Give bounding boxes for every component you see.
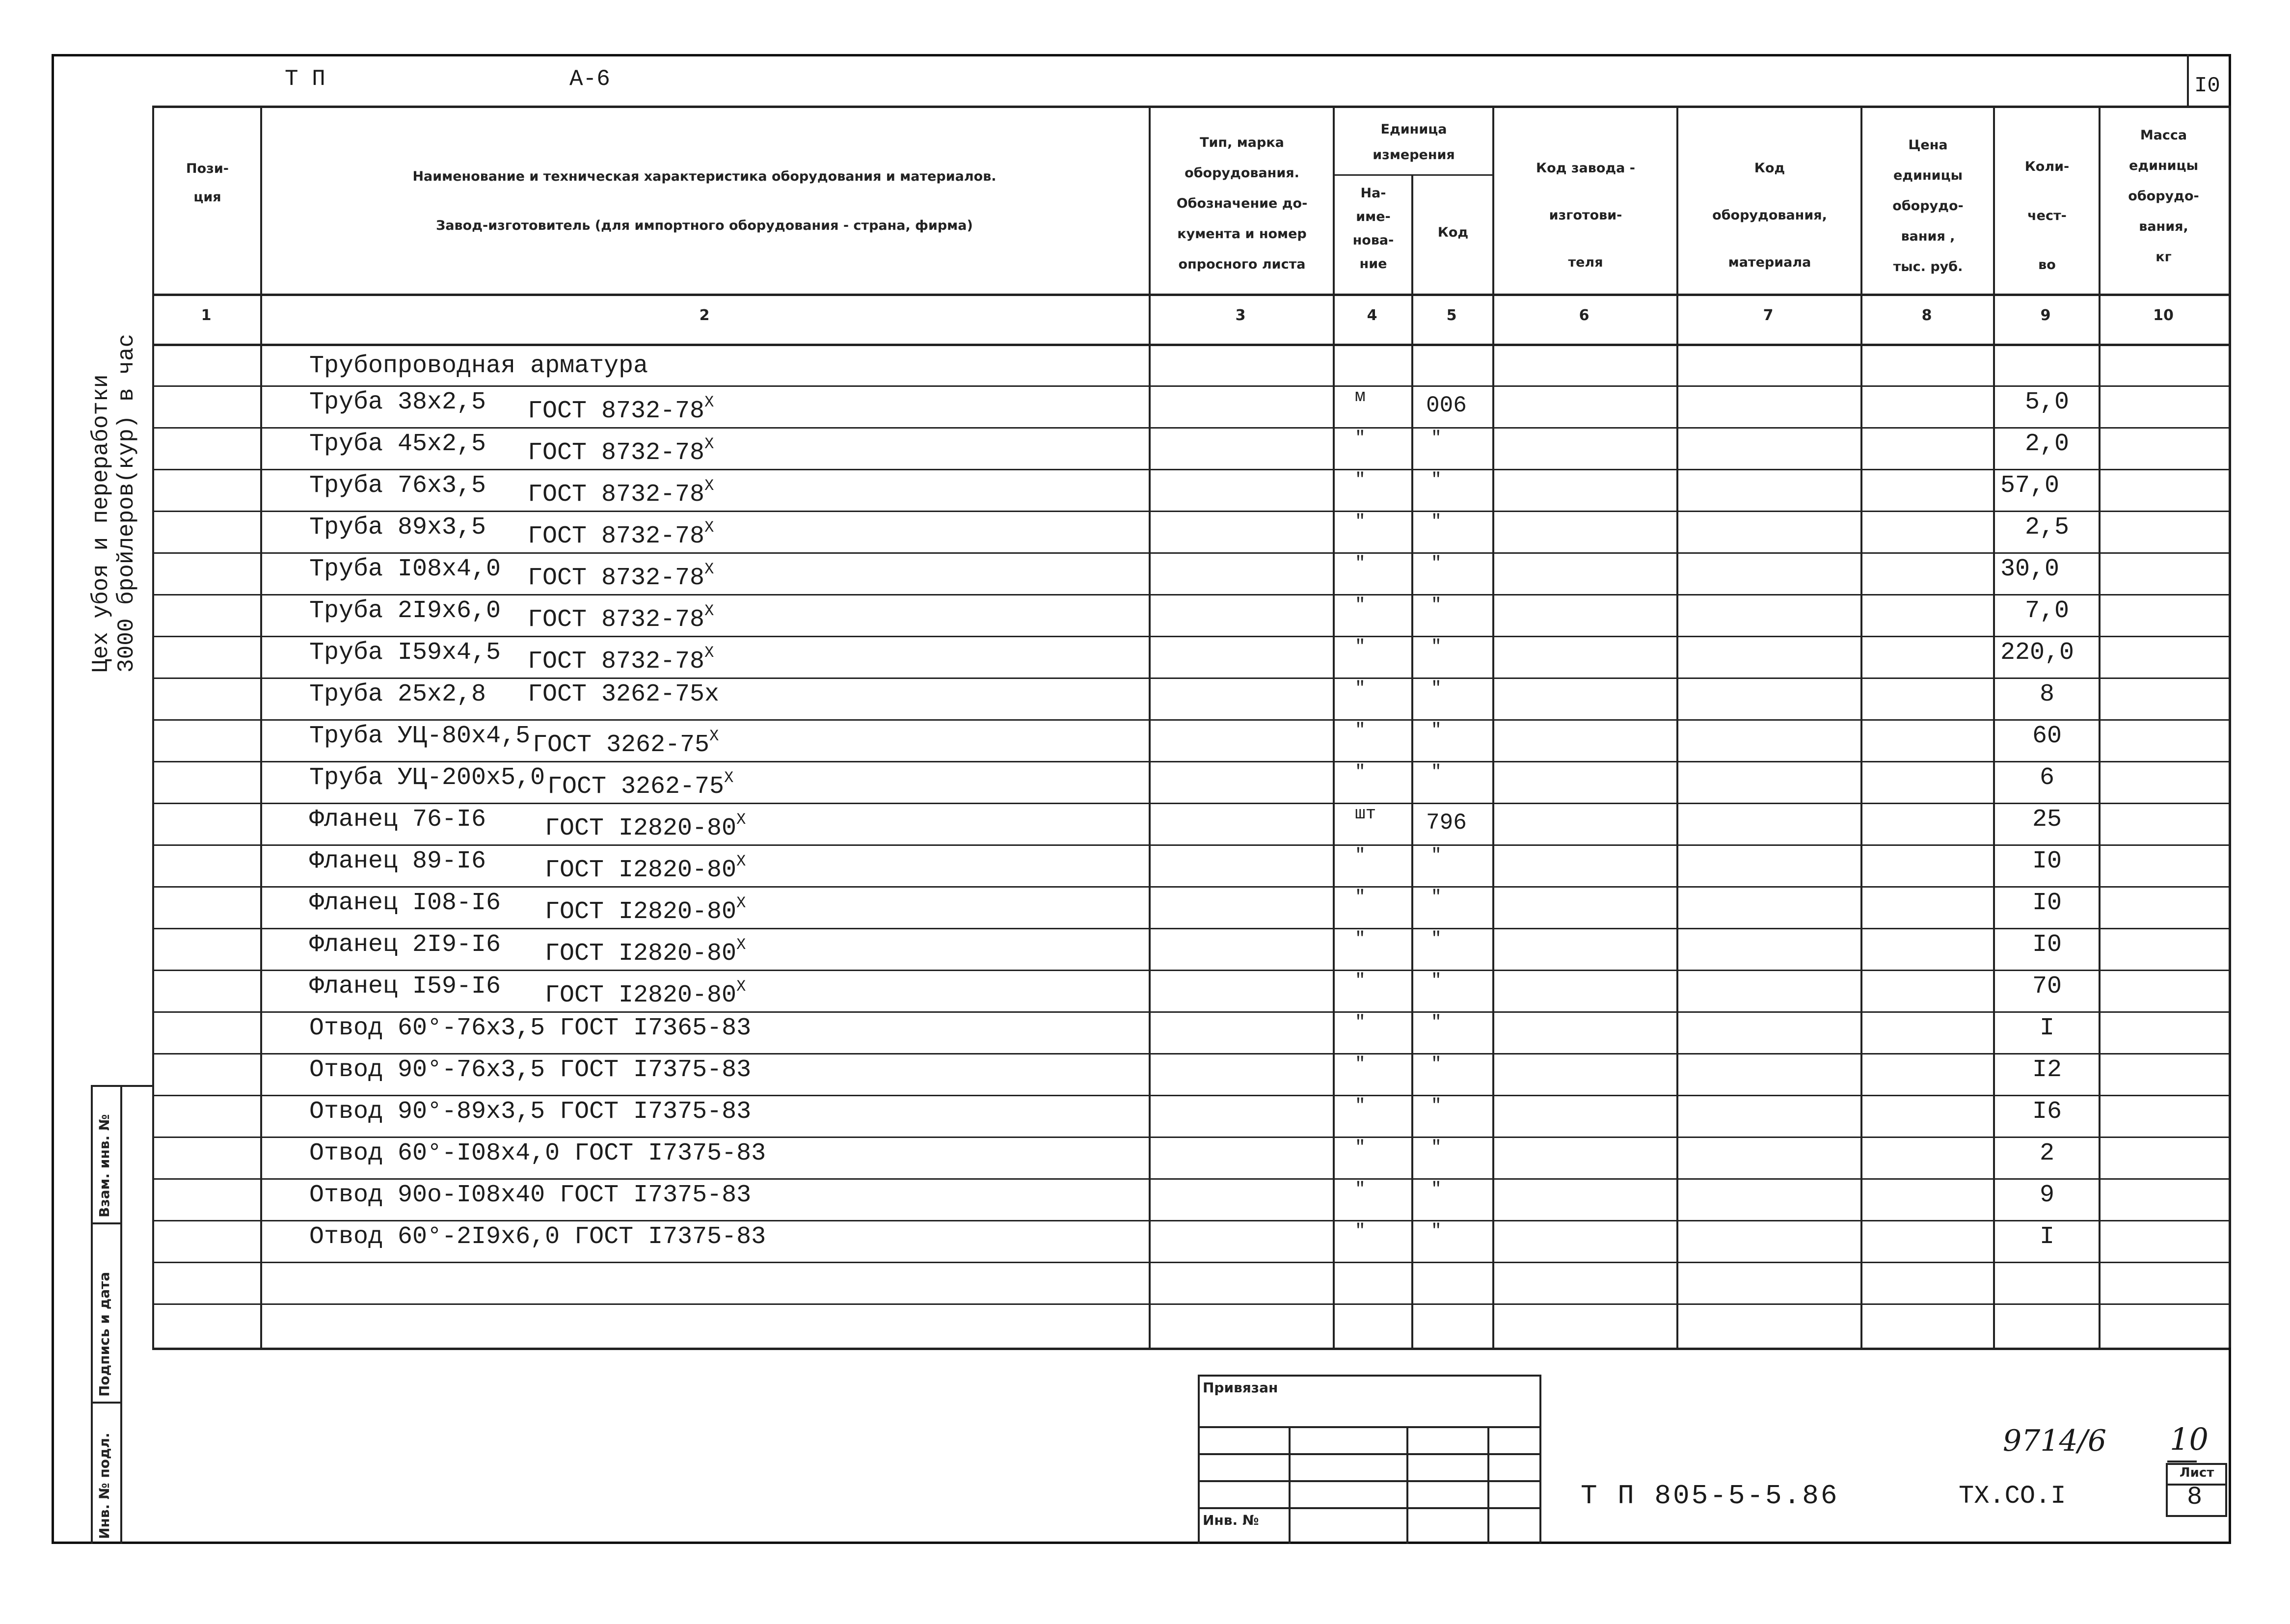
side-title: [88, 334, 139, 673]
side-stamp-top: [91, 1085, 152, 1087]
row-code: ": [1431, 470, 1442, 490]
item-name: Отвод 90о-I08x40 ГОСТ I7375-83: [309, 1181, 752, 1209]
stamp-privyazan: Привязан: [1203, 1380, 1278, 1396]
row-quantity: 2,5: [2024, 514, 2069, 541]
grid-line-h: [152, 1262, 2229, 1263]
sheet-number: 8: [2187, 1483, 2203, 1512]
row-unit: ": [1355, 678, 1366, 699]
row-item-name: [309, 799, 746, 842]
gost-superscript: X: [736, 936, 746, 954]
row-quantity: 8: [2039, 680, 2054, 708]
side-title-line1: Цех убоя и переработки: [88, 374, 114, 673]
row-item-name: [309, 465, 714, 509]
row-quantity: I0: [2032, 847, 2062, 875]
column-number: 4: [1367, 307, 1377, 324]
item-name: Труба 89x3,5: [309, 514, 486, 541]
gost-superscript: X: [709, 727, 719, 745]
row-quantity: 57,0: [2000, 472, 2060, 500]
row-unit: м: [1355, 386, 1366, 406]
header-col7: Код оборудования, материала: [1712, 161, 1827, 270]
row-code: 796: [1426, 810, 1467, 836]
row-item-name: [309, 840, 746, 884]
row-quantity: 9: [2039, 1181, 2054, 1209]
side-stamp-podpis: Подпись и дата: [96, 1272, 112, 1397]
row-unit: ": [1355, 553, 1366, 573]
header-unit-group: Единица измерения: [1373, 122, 1455, 162]
row-unit: ": [1355, 1054, 1366, 1074]
item-name: Труба УЦ-200x5,0: [309, 764, 545, 792]
row-quantity: 7,0: [2024, 597, 2069, 625]
row-item-name: [309, 632, 714, 676]
row-item-name: [309, 1216, 766, 1258]
item-name: Отвод 90°-89x3,5 ГОСТ I7375-83: [309, 1098, 752, 1126]
row-unit: ": [1355, 720, 1366, 740]
doc-number: Т П 805-5-5.86: [1581, 1480, 1839, 1512]
item-name: Фланец I59-I6: [309, 973, 501, 1001]
row-code: ": [1431, 971, 1442, 991]
stamp-row1: [1198, 1426, 1541, 1428]
row-code: ": [1431, 512, 1442, 532]
header-code: А-6: [569, 66, 610, 92]
grid-line-v: [1149, 106, 1151, 1348]
row-quantity: 2: [2039, 1139, 2054, 1167]
stamp-left: [1198, 1375, 1200, 1544]
handwritten-number: 9714/6: [2003, 1424, 2107, 1458]
row-quantity: 70: [2032, 973, 2062, 1001]
side-stamp-sep1: [91, 1222, 120, 1224]
item-name: Отвод 90°-76x3,5 ГОСТ I7375-83: [309, 1056, 752, 1084]
row-item-name: [309, 507, 714, 550]
header-tp: Т П: [285, 66, 325, 92]
header-col4: На- име- нова- ние: [1352, 186, 1394, 271]
row-item-name: [309, 548, 714, 592]
row-unit: ": [1355, 762, 1366, 782]
item-name: Труба 45x2,5: [309, 430, 486, 458]
header-col5: Код: [1437, 225, 1469, 240]
column-number: 1: [201, 307, 212, 324]
grid-line-v: [1333, 106, 1335, 1348]
item-gost: ГОСТ $I2820-80^X$: [545, 811, 746, 842]
row-quantity: 5,0: [2024, 388, 2069, 416]
row-item-name: [309, 1049, 751, 1091]
row-unit: ": [1355, 470, 1366, 490]
grid-line-h: [152, 294, 2229, 296]
column-number: 2: [699, 307, 710, 324]
row-item-name: [309, 381, 714, 425]
item-name: Отвод 60°-76x3,5 ГОСТ I7365-83: [309, 1014, 752, 1042]
grid-line-h: [152, 1348, 2229, 1350]
row-code: ": [1431, 720, 1442, 740]
grid-line-v: [2099, 106, 2101, 1348]
grid-line-v: [1411, 174, 1413, 1348]
header-col3: Тип, марка оборудования. Обозначение до- кумента и номер опросного листа: [1176, 135, 1308, 272]
stamp-inv-no: Инв. №: [1203, 1512, 1259, 1528]
item-gost: ГОСТ 3262-75x: [528, 680, 720, 708]
row-item-name: [309, 1174, 751, 1217]
row-code: ": [1431, 1221, 1442, 1241]
item-gost: ГОСТ $8732-78^X$: [528, 560, 714, 592]
handwritten-page: 10: [2170, 1421, 2209, 1457]
row-item-name: [309, 966, 746, 1009]
page-corner-number: I0: [2194, 74, 2220, 98]
side-title-line2: 3000 бройлеров(кур) в час: [114, 333, 139, 673]
row-code: ": [1431, 1054, 1442, 1074]
item-name: Труба 25x2,8: [309, 680, 486, 708]
item-name: Отвод 60°-2I9x6,0 ГОСТ I7375-83: [309, 1223, 766, 1251]
column-number: 6: [1579, 307, 1590, 324]
item-gost: ГОСТ $I2820-80^X$: [545, 894, 746, 926]
header-col1: Пози- ция: [186, 161, 229, 205]
gost-superscript: X: [704, 644, 714, 662]
gost-superscript: X: [736, 852, 746, 870]
row-unit: ": [1355, 637, 1366, 657]
side-stamp-border-inner: [120, 1085, 122, 1544]
item-gost: ГОСТ $8732-78^X$: [528, 602, 714, 634]
stamp-right: [1539, 1375, 1541, 1544]
row-quantity: I: [2039, 1014, 2054, 1042]
gost-superscript: X: [704, 393, 714, 411]
row-item-name: [309, 715, 719, 759]
item-name: Фланец 2I9-I6: [309, 931, 501, 959]
section-title: Трубопроводная арматура: [309, 352, 648, 380]
side-stamp-sep2: [91, 1402, 120, 1404]
side-stamp-inv: Инв. № подл.: [96, 1433, 112, 1539]
row-code: ": [1431, 428, 1442, 448]
grid-line-v: [152, 106, 154, 1348]
item-gost: ГОСТ $I2820-80^X$: [545, 977, 746, 1009]
header-col8: Цена единицы оборудо- вания , тыс. руб.: [1892, 137, 1964, 274]
side-stamp-vzam: Взам. инв. №: [96, 1114, 112, 1218]
stamp-col2: [1406, 1426, 1408, 1544]
row-unit: ": [1355, 428, 1366, 448]
row-code: ": [1431, 845, 1442, 866]
column-number: 7: [1763, 307, 1774, 324]
grid-line-v: [260, 106, 262, 1348]
gost-superscript: X: [704, 518, 714, 537]
row-unit: ": [1355, 929, 1366, 949]
grid-line-h: [152, 1303, 2229, 1305]
corner-divider: [2187, 54, 2189, 106]
row-code: ": [1431, 553, 1442, 573]
row-item-name: [309, 674, 720, 716]
item-gost: ГОСТ $I2820-80^X$: [545, 852, 746, 884]
grid-line-v: [1492, 106, 1494, 1348]
row-item-name: [309, 882, 746, 926]
row-unit: ": [1355, 1179, 1366, 1199]
side-stamp-border: [91, 1085, 93, 1544]
row-unit: ": [1355, 595, 1366, 615]
row-unit: ": [1355, 1221, 1366, 1241]
stamp-row2: [1198, 1453, 1541, 1455]
row-code: ": [1431, 595, 1442, 615]
stamp-top: [1198, 1375, 1541, 1377]
item-gost: ГОСТ $I2820-80^X$: [545, 936, 746, 968]
gost-superscript: X: [736, 811, 746, 829]
row-item-name: [309, 1133, 766, 1175]
row-code: ": [1431, 762, 1442, 782]
row-item-name: [309, 1091, 751, 1133]
stamp-col3: [1487, 1426, 1489, 1544]
doc-code: ТХ.СО.I: [1959, 1482, 2066, 1511]
row-unit: ": [1355, 1137, 1366, 1158]
row-code: ": [1431, 678, 1442, 699]
grid-line-h: [152, 106, 2229, 108]
row-item-name: [309, 423, 714, 467]
column-number: 9: [2040, 307, 2051, 324]
gost-superscript: X: [736, 894, 746, 912]
item-gost: ГОСТ $8732-78^X$: [528, 644, 714, 676]
item-name: Фланец I08-I6: [309, 889, 501, 917]
item-name: Труба 2I9x6,0: [309, 597, 501, 625]
gost-superscript: X: [704, 477, 714, 495]
row-quantity: 60: [2032, 722, 2062, 750]
gost-superscript: X: [736, 977, 746, 996]
row-unit: ": [1355, 512, 1366, 532]
stamp-col1: [1289, 1426, 1291, 1544]
row-quantity: 25: [2032, 806, 2062, 834]
header-col6: Код завода - изготови- теля: [1536, 161, 1635, 270]
header-col9: Коли- чест- во: [2024, 159, 2070, 272]
row-code: ": [1431, 1137, 1442, 1158]
handwritten-underline: [2167, 1461, 2197, 1462]
gost-superscript: X: [704, 602, 714, 620]
row-quantity: I0: [2032, 931, 2062, 959]
row-quantity: 30,0: [2000, 555, 2060, 583]
item-gost: ГОСТ $8732-78^X$: [528, 435, 714, 467]
gost-superscript: X: [704, 560, 714, 578]
item-name: Фланец 89-I6: [309, 847, 486, 875]
row-unit: шт: [1355, 804, 1376, 824]
gost-superscript: X: [704, 435, 714, 453]
item-gost: ГОСТ $8732-78^X$: [528, 393, 714, 425]
item-gost: ГОСТ $3262-75^X$: [533, 727, 719, 759]
row-unit: ": [1355, 1096, 1366, 1116]
grid-line-v: [1676, 106, 1678, 1348]
row-code: ": [1431, 637, 1442, 657]
column-number: 5: [1446, 307, 1457, 324]
row-quantity: I2: [2032, 1056, 2062, 1084]
row-quantity: 220,0: [2000, 639, 2074, 667]
row-code: ": [1431, 1179, 1442, 1199]
item-name: Фланец 76-I6: [309, 806, 486, 834]
stamp-row3: [1198, 1480, 1541, 1482]
row-code: ": [1431, 1096, 1442, 1116]
row-code: ": [1431, 929, 1442, 949]
header-col10: Масса единицы оборудо- вания, кг: [2128, 128, 2199, 265]
column-number: 10: [2153, 307, 2174, 324]
row-item-name: [309, 1007, 751, 1050]
row-quantity: 6: [2039, 764, 2054, 792]
stamp-row4: [1198, 1507, 1541, 1509]
item-name: Отвод 60°-I08x4,0 ГОСТ I7375-83: [309, 1139, 766, 1167]
item-name: Труба 76x3,5: [309, 472, 486, 500]
grid-line-v: [1993, 106, 1995, 1348]
row-item-name: [309, 757, 734, 801]
column-number: 8: [1921, 307, 1932, 324]
sheet-label: Лист: [2180, 1465, 2214, 1480]
row-unit: ": [1355, 1012, 1366, 1032]
item-name: Труба I08x4,0: [309, 555, 501, 583]
row-unit: ": [1355, 887, 1366, 907]
row-code: 006: [1426, 393, 1467, 418]
grid-line-v: [1860, 106, 1862, 1348]
row-unit: ": [1355, 971, 1366, 991]
header-col2: Наименование и техническая характеристика оборудования и материалов. Завод-изготовитель (для импортного оборудования - страна, фирма): [412, 169, 997, 233]
row-code: ": [1431, 1012, 1442, 1032]
item-gost: ГОСТ $3262-75^X$: [547, 769, 734, 801]
item-name: Труба I59x4,5: [309, 639, 501, 667]
row-quantity: I0: [2032, 889, 2062, 917]
row-item-name: [309, 924, 746, 968]
row-item-name: [309, 590, 714, 634]
item-name: Труба УЦ-80x4,5: [309, 722, 531, 750]
gost-superscript: X: [724, 769, 734, 787]
row-unit: ": [1355, 845, 1366, 866]
row-code: ": [1431, 887, 1442, 907]
row-quantity: I6: [2032, 1098, 2062, 1126]
column-number: 3: [1235, 307, 1246, 324]
item-name: Труба 38x2,5: [309, 388, 486, 416]
item-gost: ГОСТ $8732-78^X$: [528, 518, 714, 550]
row-quantity: 2,0: [2024, 430, 2069, 458]
grid-line-v: [2229, 106, 2231, 1348]
item-gost: ГОСТ $8732-78^X$: [528, 477, 714, 509]
row-quantity: I: [2039, 1223, 2054, 1251]
